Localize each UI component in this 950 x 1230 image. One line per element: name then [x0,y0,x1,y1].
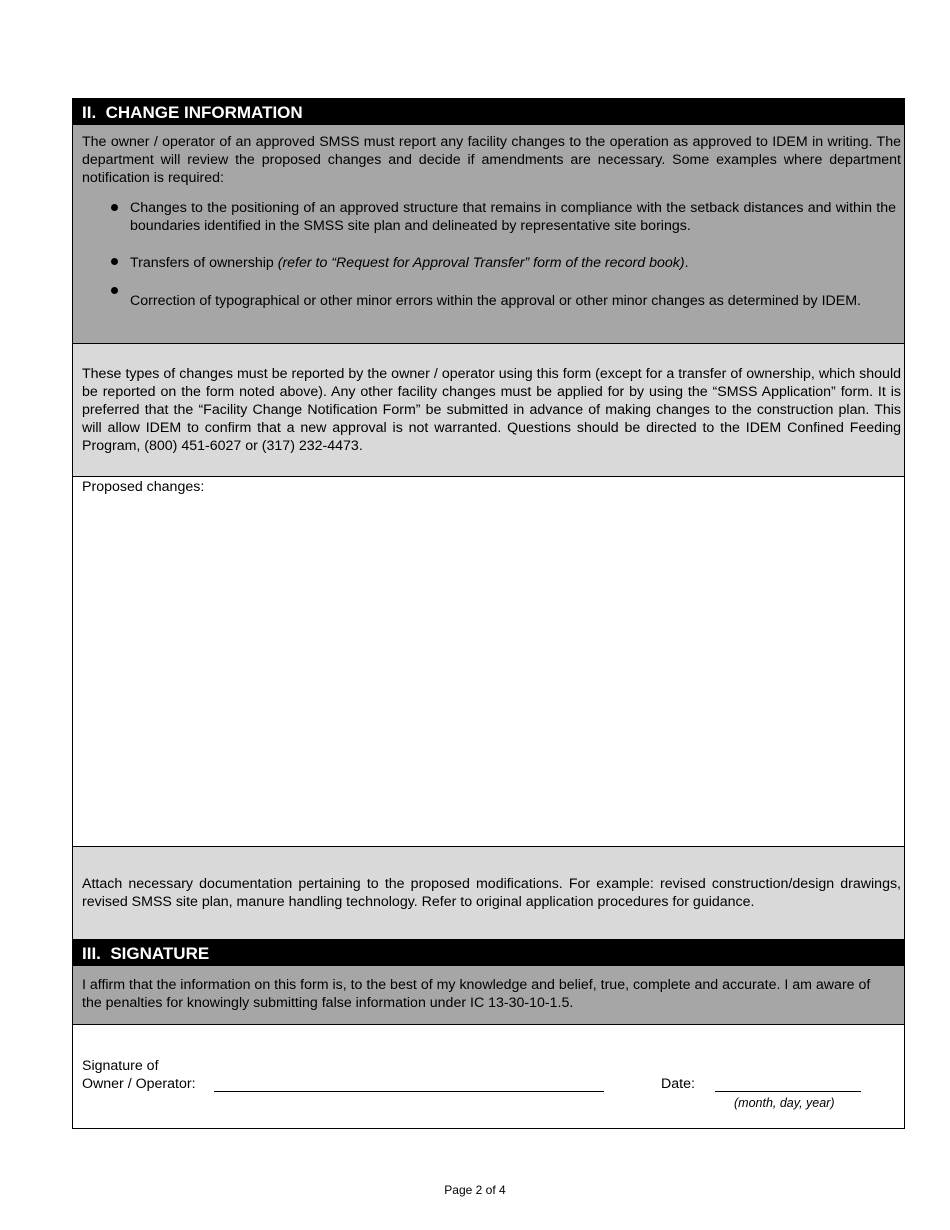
signature-label-line2: Owner / Operator: [82,1076,196,1092]
change-info-notice-block [73,344,904,477]
section-header-signature: III. SIGNATURE [73,940,904,966]
affirmation-block [73,966,904,1025]
change-info-intro-block [73,125,904,344]
signature-label [82,1057,196,1093]
bullet-icon [111,258,118,265]
list-item [82,199,901,235]
signature-label-line1: Signature of [82,1058,159,1074]
proposed-changes-field[interactable] [73,477,904,847]
change-notification-form [72,98,905,1129]
attach-documentation-block [73,847,904,940]
signature-field[interactable] [214,1091,604,1092]
bullet-icon [111,204,118,211]
list-item [82,292,901,310]
bullet-icon [111,287,118,294]
date-format-hint: (month, day, year) [734,1096,835,1110]
list-item [82,254,901,272]
notice-text: These types of changes must be reported by the owner / operator using this form (except for a transfer of ownership, which should be reported on the form noted above). Any other facility changes must be applied for by using the “SMSS Application” form. It is preferred that the “Facility Change Notification Form” be submitted in advance of making changes to the construction plan. This will allow IDEM to confirm that a new approval is not warranted. Questions should be directed to the IDEM Confined Feeding Program, (800) 451-6027 or (317) 232-4473. [82,366,901,454]
bullet-text: Changes to the positioning of an approved structure that remains in compliance with the setback distances and within the boundaries identified in the SMSS site plan and delineated by representative site borings. [130,200,896,234]
date-field[interactable] [715,1091,861,1092]
bullet-reference: (refer to “Request for Approval Transfer” form of the record book) [277,255,685,271]
bullet-text: Correction of typographical or other minor errors within the approval or other minor changes as determined by IDEM. [130,293,861,309]
page-number: Page 2 of 4 [444,1183,506,1197]
examples-list [82,199,901,310]
proposed-changes-label: Proposed changes: [82,479,205,495]
section-header-change-information: II. CHANGE INFORMATION [73,99,904,125]
date-label: Date: [661,1076,695,1092]
signature-row [73,1025,904,1129]
intro-text: The owner / operator of an approved SMSS must report any facility changes to the operation as approved to IDEM in writing. The department will review the proposed changes and decide if amendments are necessary. Some examples where department notification is required: [82,134,901,186]
affirmation-text: I affirm that the information on this form is, to the best of my knowledge and belief, true, complete and accurate. I am aware of the penalties for knowingly submitting false information under IC 13-30-10-1.5. [82,977,871,1011]
bullet-period: . [684,255,689,271]
attach-text: Attach necessary documentation pertaining to the proposed modifications. For example: revised construction/design drawings, revised SMSS site plan, manure handling technology. Refer to original application procedures for guidance. [82,876,901,910]
bullet-text: Transfers of ownership [130,255,278,271]
